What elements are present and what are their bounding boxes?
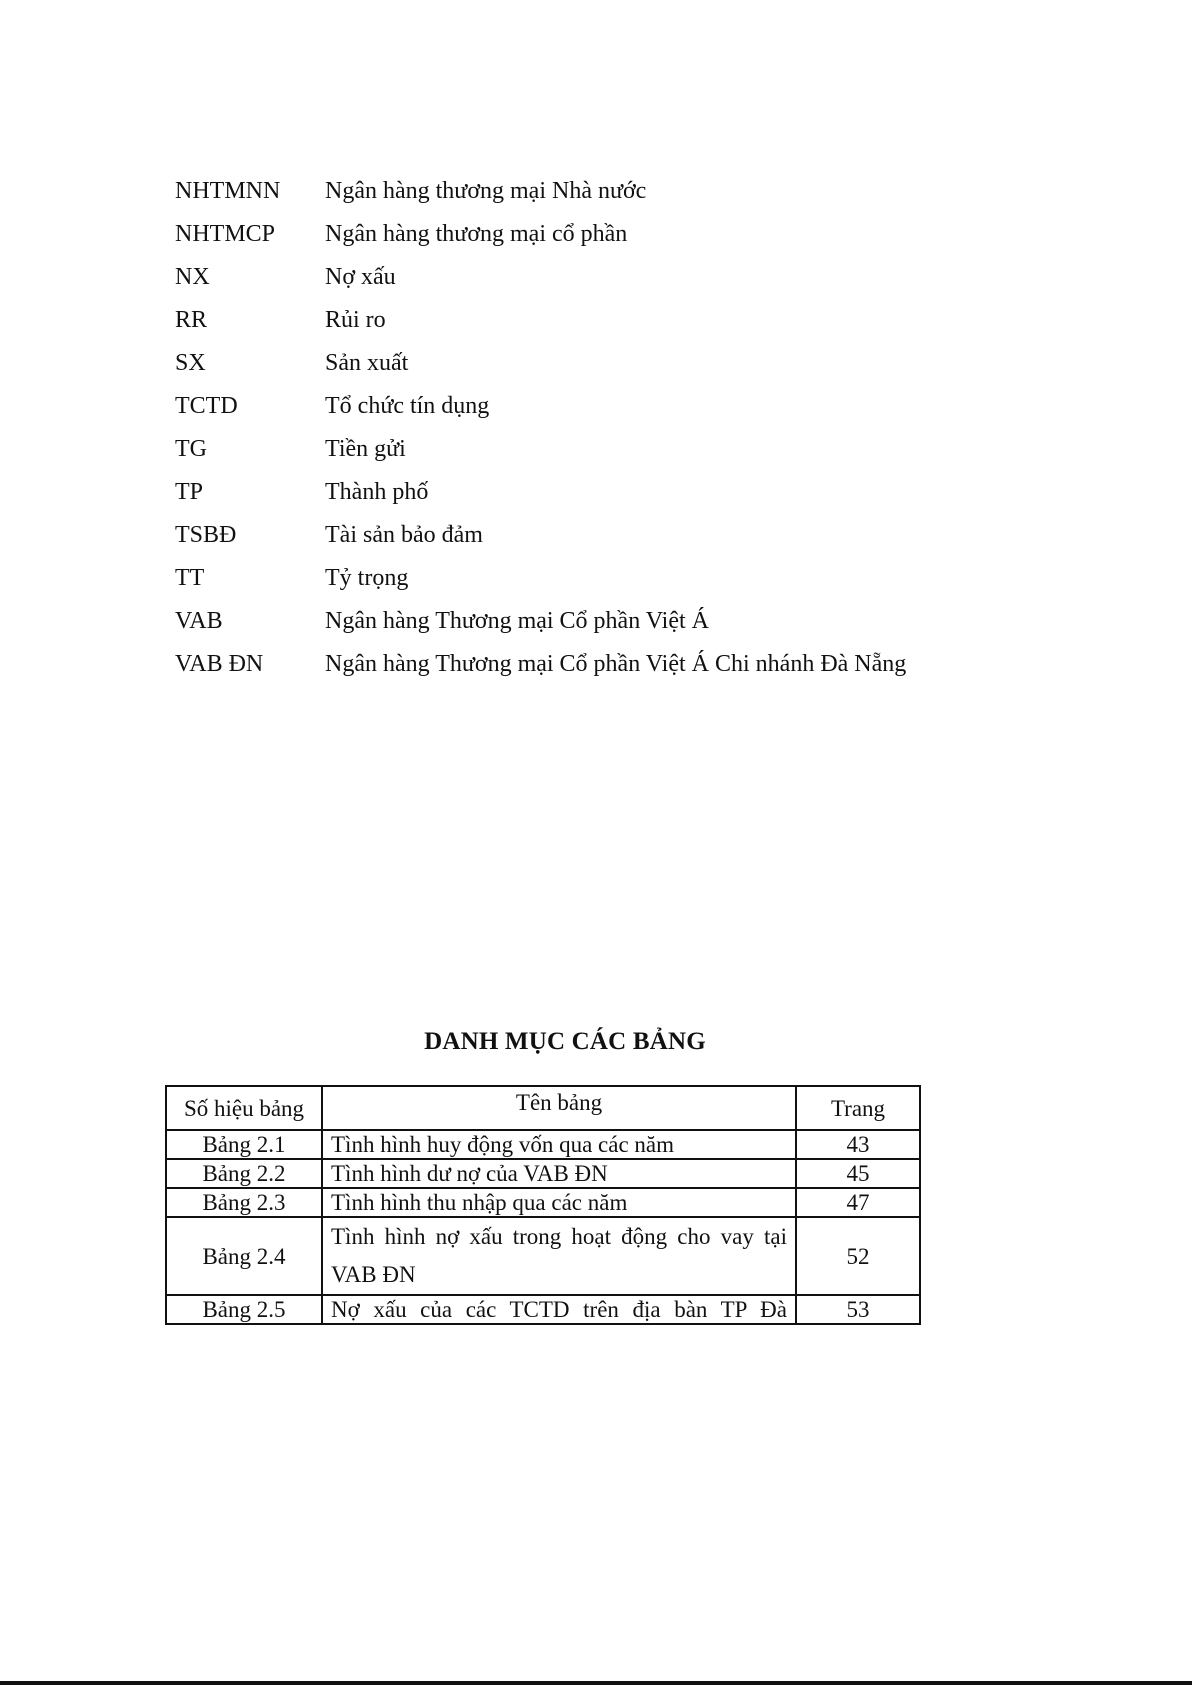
- abbreviation-meaning: Ngân hàng Thương mại Cổ phần Việt Á: [325, 608, 709, 634]
- tables-list: [165, 1085, 921, 1325]
- table-name-cell: Tình hình huy động vốn qua các năm: [322, 1130, 796, 1159]
- abbreviation-meaning: Nợ xấu: [325, 264, 396, 290]
- abbreviation-row: [175, 471, 995, 514]
- table-code-cell: Bảng 2.2: [166, 1159, 322, 1188]
- abbreviation-code: SX: [175, 350, 206, 376]
- table-name-line: Tình hình nợ xấu trong hoạt động cho vay tại: [331, 1224, 787, 1249]
- abbreviation-meaning: Tỷ trọng: [325, 565, 409, 591]
- abbreviation-row: [175, 342, 995, 385]
- abbreviation-code: VAB ĐN: [175, 651, 264, 677]
- abbreviation-row: [175, 514, 995, 557]
- abbreviation-row: [175, 385, 995, 428]
- abbreviation-meaning: Thành phố: [325, 479, 429, 505]
- abbreviation-meaning: Ngân hàng thương mại Nhà nước: [325, 178, 647, 204]
- abbreviation-code: TCTD: [175, 393, 238, 419]
- abbreviation-code: TP: [175, 479, 204, 505]
- abbreviation-meaning: Tài sản bảo đảm: [325, 522, 483, 548]
- abbreviation-row: [175, 170, 995, 213]
- abbreviation-code: RR: [175, 307, 208, 333]
- abbreviation-row: [175, 256, 995, 299]
- table-page-cell: 43: [796, 1130, 920, 1159]
- abbreviation-code: TT: [175, 565, 205, 591]
- table-code-cell: Bảng 2.3: [166, 1188, 322, 1217]
- column-header-page: Trang: [796, 1086, 920, 1130]
- table-name-line: VAB ĐN: [331, 1262, 416, 1287]
- table-row: [166, 1188, 920, 1217]
- page-bottom-rule: [0, 1681, 1192, 1685]
- abbreviation-meaning: Tổ chức tín dụng: [325, 393, 490, 419]
- abbreviation-row: [175, 643, 995, 686]
- abbreviation-row: [175, 600, 995, 643]
- table-page-cell: 47: [796, 1188, 920, 1217]
- abbreviation-meaning: Rủi ro: [325, 307, 386, 333]
- abbreviation-row: [175, 428, 995, 471]
- abbreviation-row: [175, 557, 995, 600]
- abbreviation-list: [175, 170, 995, 686]
- column-header-code: Số hiệu bảng: [166, 1086, 322, 1130]
- table-row: [166, 1159, 920, 1188]
- abbreviation-row: [175, 299, 995, 342]
- table-row: [166, 1295, 920, 1324]
- table-name-cell: Tình hình thu nhập qua các năm: [322, 1188, 796, 1217]
- section-title: DANH MỤC CÁC BẢNG: [424, 1028, 706, 1055]
- abbreviation-meaning: Tiền gửi: [325, 436, 406, 462]
- table-name-cell: Tình hình dư nợ của VAB ĐN: [322, 1159, 796, 1188]
- table-page-cell: 53: [796, 1295, 920, 1324]
- abbreviation-code: VAB: [175, 608, 223, 634]
- column-header-name: Tên bảng: [322, 1086, 796, 1130]
- table-row: [166, 1217, 920, 1295]
- abbreviation-meaning: Ngân hàng thương mại cổ phần: [325, 221, 628, 247]
- table-page-cell: 45: [796, 1159, 920, 1188]
- abbreviation-code: NX: [175, 264, 210, 290]
- abbreviation-code: NHTMNN: [175, 178, 281, 204]
- table-page-cell: 52: [796, 1217, 920, 1295]
- table-row: [166, 1130, 920, 1159]
- table-code-cell: Bảng 2.5: [166, 1295, 322, 1324]
- table-name-cell: [322, 1217, 796, 1295]
- table-code-cell: Bảng 2.4: [166, 1217, 322, 1295]
- abbreviation-code: TG: [175, 436, 207, 462]
- abbreviation-code: TSBĐ: [175, 522, 237, 548]
- table-name-cell: Nợ xấu của các TCTD trên địa bàn TP Đà: [322, 1295, 796, 1324]
- table-code-cell: Bảng 2.1: [166, 1130, 322, 1159]
- abbreviation-meaning: Ngân hàng Thương mại Cổ phần Việt Á Chi nhánh Đà Nẵng: [325, 651, 907, 677]
- abbreviation-meaning: Sản xuất: [325, 350, 409, 376]
- table-header-row: [166, 1086, 920, 1130]
- abbreviation-row: [175, 213, 995, 256]
- abbreviation-code: NHTMCP: [175, 221, 276, 247]
